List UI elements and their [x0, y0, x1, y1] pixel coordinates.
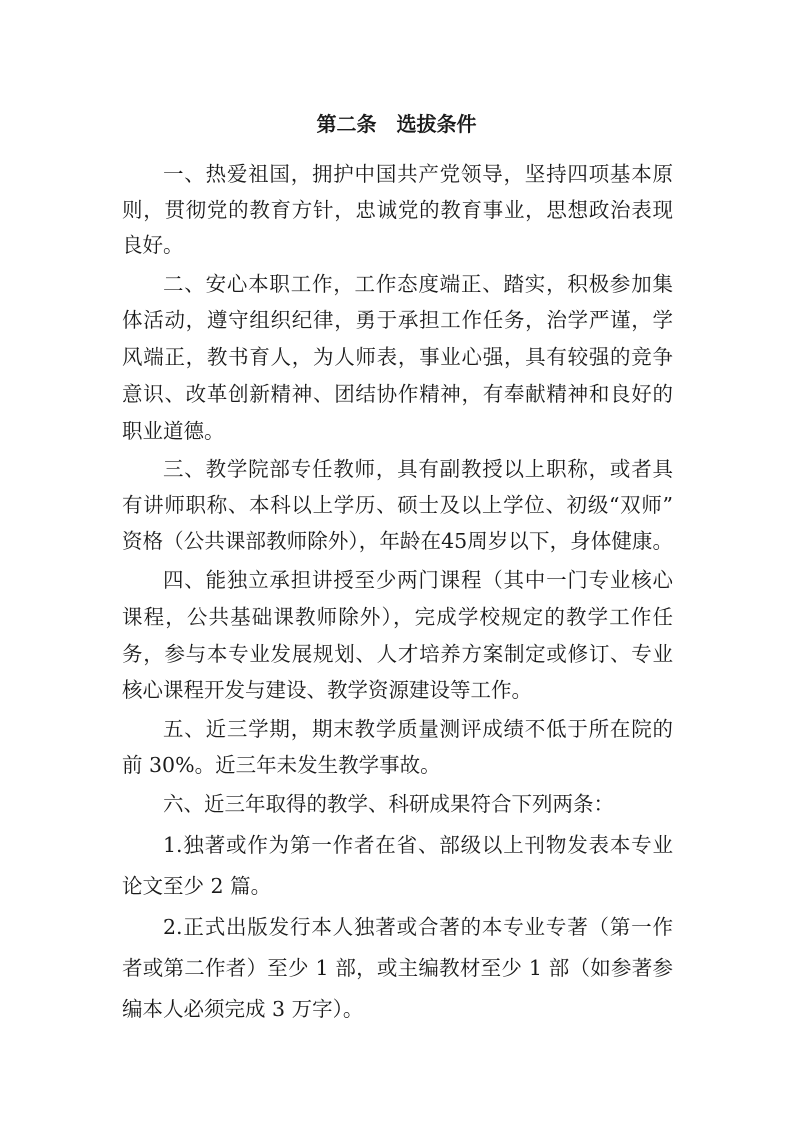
paragraph-1-line-2: 则，贯彻党的教育方针，忠诚党的教育事业，思想政治表现	[122, 198, 673, 222]
paragraph-2-line-1: 二、安心本职工作，工作态度端正、踏实，积极参加集	[163, 272, 673, 296]
paragraph-4-line-1: 四、能独立承担讲授至少两门课程（其中一门专业核心	[163, 568, 673, 592]
item-2-line-2: 者或第二作者）至少 1 部，或主编教材至少 1 部（如参著参	[122, 956, 673, 980]
paragraph-5-line-2: 前 30%。近三年未发生教学事故。	[122, 753, 441, 777]
paragraph-2-line-2: 体活动，遵守组织纪律，勇于承担工作任务，治学严谨，学	[122, 308, 673, 332]
paragraph-5-line-1: 五、近三学期，期末教学质量测评成绩不低于所在院的	[163, 717, 673, 741]
item-2-line-1: 2.正式出版发行本人独著或合著的本专业专著（第一作	[163, 915, 673, 939]
paragraph-6-line-1: 六、近三年取得的教学、科研成果符合下列两条：	[163, 792, 614, 816]
item-2-line-3: 编本人必须完成 3 万字）。	[122, 997, 364, 1021]
paragraph-1-line-1: 一、热爱祖国，拥护中国共产党领导，坚持四项基本原	[163, 162, 673, 186]
paragraph-2-line-5: 职业道德。	[122, 419, 225, 443]
paragraph-1-line-3: 良好。	[122, 233, 184, 257]
paragraph-2-line-4: 意识、改革创新精神、团结协作精神，有奉献精神和良好的	[122, 382, 673, 406]
paragraph-3-line-1: 三、教学院部专任教师，具有副教授以上职称，或者具	[163, 457, 673, 481]
item-1-line-1: 1.独著或作为第一作者在省、部级以上刊物发表本专业	[163, 833, 673, 857]
paragraph-3-line-3: 资格（公共课部教师除外），年龄在45周岁以下，身体健康。	[122, 529, 673, 553]
section-heading: 第二条 选拔条件	[316, 112, 477, 136]
paragraph-4-line-2: 课程，公共基础课教师除外），完成学校规定的教学工作任	[122, 605, 673, 629]
paragraph-3-line-2: 有讲师职称、本科以上学历、硕士及以上学位、初级“双师”	[122, 493, 673, 517]
paragraph-4-line-3: 务，参与本专业发展规划、人才培养方案制定或修订、专业	[122, 642, 673, 666]
paragraph-2-line-3: 风端正，教书育人，为人师表，事业心强，具有较强的竞争	[122, 345, 673, 369]
paragraph-4-line-4: 核心课程开发与建设、教学资源建设等工作。	[122, 678, 532, 702]
item-1-line-2: 论文至少 2 篇。	[122, 874, 272, 898]
